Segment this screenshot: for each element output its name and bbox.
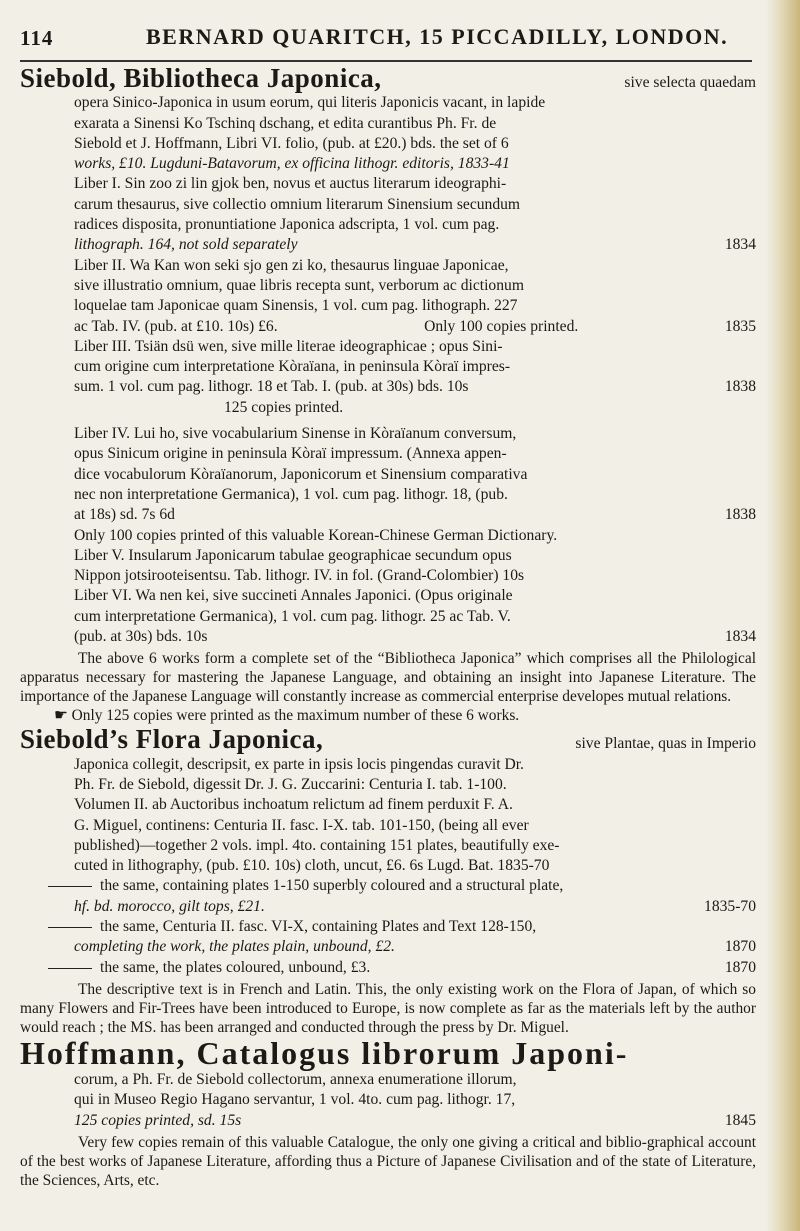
entry-line: Volumen II. ab Auctoribus inchoatum relictum ad finem perduxit F. A. xyxy=(74,796,513,814)
entry-line: lithograph. 164, not sold separately xyxy=(74,236,298,254)
header-rule xyxy=(20,60,752,62)
liber-1 xyxy=(74,174,756,255)
entry-line: ac Tab. IV. (pub. at £10. 10s) £6. xyxy=(74,317,278,335)
entry-line: Siebold et J. Hoffmann, Libri VI. folio, (pub. at £20.) bds. the set of 6 xyxy=(74,134,509,152)
entry-line: hf. bd. morocco, gilt tops, £21. xyxy=(74,897,265,915)
entry-year: 1870 xyxy=(724,938,756,956)
entry-line: the same, containing plates 1-150 superbly coloured and a structural plate, xyxy=(100,877,564,895)
entry-description: The above 6 works form a complete set of the “Bibliotheca Japonica” which comprises all the Philological apparatus necessary for mastering the Japanese Language, and obtaining an insight into Japanese Literature. The importance of the Japanese Language will constantly increase as commercial enterprise developes mutual relations. xyxy=(20,650,756,706)
entry-line: (pub. at 30s) bds. 10s xyxy=(74,628,208,646)
entry-description: Very few copies remain of this valuable Catalogue, the only one giving a critical and biblio-graphical account of the best works of Japanese Literature, affording thus a Picture of Japanese Civilisation and of the state of Literature, the Sciences, Arts, etc. xyxy=(20,1134,756,1190)
ditto-dash xyxy=(48,968,92,969)
entry-line: Liber IV. Lui ho, sive vocabularium Sinense in Kòraïanum conversum, xyxy=(74,425,517,443)
entry-line: opera Sinico-Japonica in usum eorum, qui literis Japonicis vacant, in lapide xyxy=(74,94,546,112)
page-header xyxy=(20,22,750,54)
entry-line: completing the work, the plates plain, unbound, £2. xyxy=(74,938,395,956)
liber-5 xyxy=(74,546,756,587)
entry-heading-rest: sive Plantae, quas in Imperio xyxy=(575,735,756,753)
entry-heading: Siebold’s Flora Japonica, xyxy=(20,724,324,755)
entry-line: exarata a Sinensi Ko Tschinq dschang, et edita curantibus Ph. Fr. de xyxy=(74,114,497,132)
entry-description: The descriptive text is in French and Latin. This, the only existing work on the Flora of Japan, of which so many Flowers and Fir-Trees have been introduced to Europe, is now complete as far as the materials left by the author would reach ; the MS. has been arranged and conducted through the press by Dr. Miguel. xyxy=(20,980,756,1036)
liber-4 xyxy=(74,424,756,546)
entry-year: 1834 xyxy=(724,628,756,646)
entry-line: the same, Centuria II. fasc. VI-X, containing Plates and Text 128-150, xyxy=(100,917,537,935)
entry-year: 1835-70 xyxy=(704,897,756,915)
entry-bibliotheca-japonica xyxy=(20,63,756,725)
entry-line: Liber V. Insularum Japonicarum tabulae geographicae secundum opus xyxy=(74,546,512,564)
entry-year: 1838 xyxy=(724,378,756,396)
entry-line: works, £10. Lugduni-Batavorum, ex officina lithogr. editoris, 1833-41 xyxy=(74,155,510,173)
entry-line: Liber I. Sin zoo zi lin gjok ben, novus et auctus literarum ideographi- xyxy=(74,175,507,193)
entry-line: corum, a Ph. Fr. de Siebold collectorum, annexa enumeratione illorum, xyxy=(74,1071,517,1089)
entry-flora-japonica xyxy=(20,724,756,1037)
entry-line: Liber III. Tsiän dsü wen, sive mille literae ideographicae ; opus Sini- xyxy=(74,337,503,355)
entry-line: loquelae tam Japonicae quam Sinensis, 1 vol. cum pag. lithograph. 227 xyxy=(74,297,518,315)
entry-line: Japonica collegit, descripsit, ex parte in ipsis locis pingendas curavit Dr. xyxy=(74,755,524,773)
entry-line: Ph. Fr. de Siebold, digessit Dr. J. G. Zuccarini: Centuria I. tab. 1-100. xyxy=(74,775,507,793)
entry-heading-rest: sive selecta quaedam xyxy=(624,74,756,91)
entry-line: carum thesaurus, sive collectio omnium literarum Sinensium secundum xyxy=(74,195,521,213)
entry-line: at 18s) sd. 7s 6d xyxy=(74,506,175,524)
entry-year: 1870 xyxy=(724,958,756,976)
entry-line: G. Miguel, continens: Centuria II. fasc. I-X. tab. 101-150, (being all ever xyxy=(74,816,529,834)
ditto-dash xyxy=(48,927,92,928)
entry-line: qui in Museo Regio Hagano servantur, 1 vol. 4to. cum pag. lithogr. 17, xyxy=(74,1091,516,1109)
entry-line: sum. 1 vol. cum pag. lithogr. 18 et Tab. I. (pub. at 30s) bds. 10s xyxy=(74,378,469,396)
entry-year: 1845 xyxy=(724,1111,756,1129)
entry-hoffmann-catalogus xyxy=(20,1034,756,1190)
entry-note: Only 100 copies printed. xyxy=(424,317,579,335)
entry-line: Nippon jotsirooteisentsu. Tab. lithogr. IV. in fol. (Grand-Colombier) 10s xyxy=(74,567,525,585)
entry-line: published)—together 2 vols. impl. 4to. containing 151 plates, beautifully exe- xyxy=(74,836,560,854)
entry-line: cum interpretatione Germanica), 1 vol. cum pag. lithogr. 25 ac Tab. V. xyxy=(74,607,511,625)
entry-heading: Hoffmann, Catalogus librorum Japoni- xyxy=(20,1034,629,1071)
entry-line: sive illustratio omnium, quae libris recepta sunt, verborum ac dictionum xyxy=(74,276,524,294)
entry-heading: Siebold, Bibliotheca Japonica, xyxy=(20,63,382,93)
entry-year: 1838 xyxy=(724,506,756,524)
entry-line: radices disposita, pronuntiatione Japonica adscripta, 1 vol. cum pag. xyxy=(74,216,500,234)
running-title: BERNARD QUARITCH, 15 PICCADILLY, LONDON. xyxy=(146,24,729,49)
page-number: 114 xyxy=(20,26,54,50)
entry-line: nec non interpretatione Germanica), 1 vol. cum pag. lithogr. 18, (pub. xyxy=(74,485,508,503)
entry-line: opus Sinicum origine in peninsula Kòraï impressum. (Annexa appen- xyxy=(74,445,507,463)
entry-note: 125 copies printed. xyxy=(224,398,344,416)
catalogue-content xyxy=(20,63,756,1190)
variant-3 xyxy=(20,958,756,978)
entry-year: 1835 xyxy=(724,317,756,335)
ditto-dash xyxy=(48,886,92,887)
liber-3 xyxy=(74,337,756,424)
entry-line: Liber VI. Wa nen kei, sive succineti Annales Japonici. (Opus originale xyxy=(74,587,513,605)
entry-line: cum origine cum interpretatione Kòraïana, in peninsula Kòraï impres- xyxy=(74,358,511,376)
entry-line: the same, the plates coloured, unbound, £3. xyxy=(100,958,371,976)
entry-line: dice vocabulorum Kòraïanorum, Japonicorum et Sinensium comparativa xyxy=(74,465,528,483)
entry-line: Liber II. Wa Kan won seki sjo gen zi ko, thesaurus linguae Japonicae, xyxy=(74,256,509,274)
variant-1 xyxy=(20,876,756,917)
entry-note: Only 100 copies printed of this valuable Korean-Chinese German Dictionary. xyxy=(74,526,558,544)
entry-copies-note: ☛ Only 125 copies were printed as the maximum number of these 6 works. xyxy=(54,707,520,725)
entry-line: 125 copies printed, sd. 15s xyxy=(74,1111,242,1129)
entry-line: cuted in lithography, (pub. £10. 10s) cloth, uncut, £6. 6s Lugd. Bat. 1835-70 xyxy=(74,857,550,875)
entry-year: 1834 xyxy=(724,236,756,254)
liber-6 xyxy=(74,586,756,647)
variant-2 xyxy=(20,917,756,958)
liber-2 xyxy=(74,256,756,337)
